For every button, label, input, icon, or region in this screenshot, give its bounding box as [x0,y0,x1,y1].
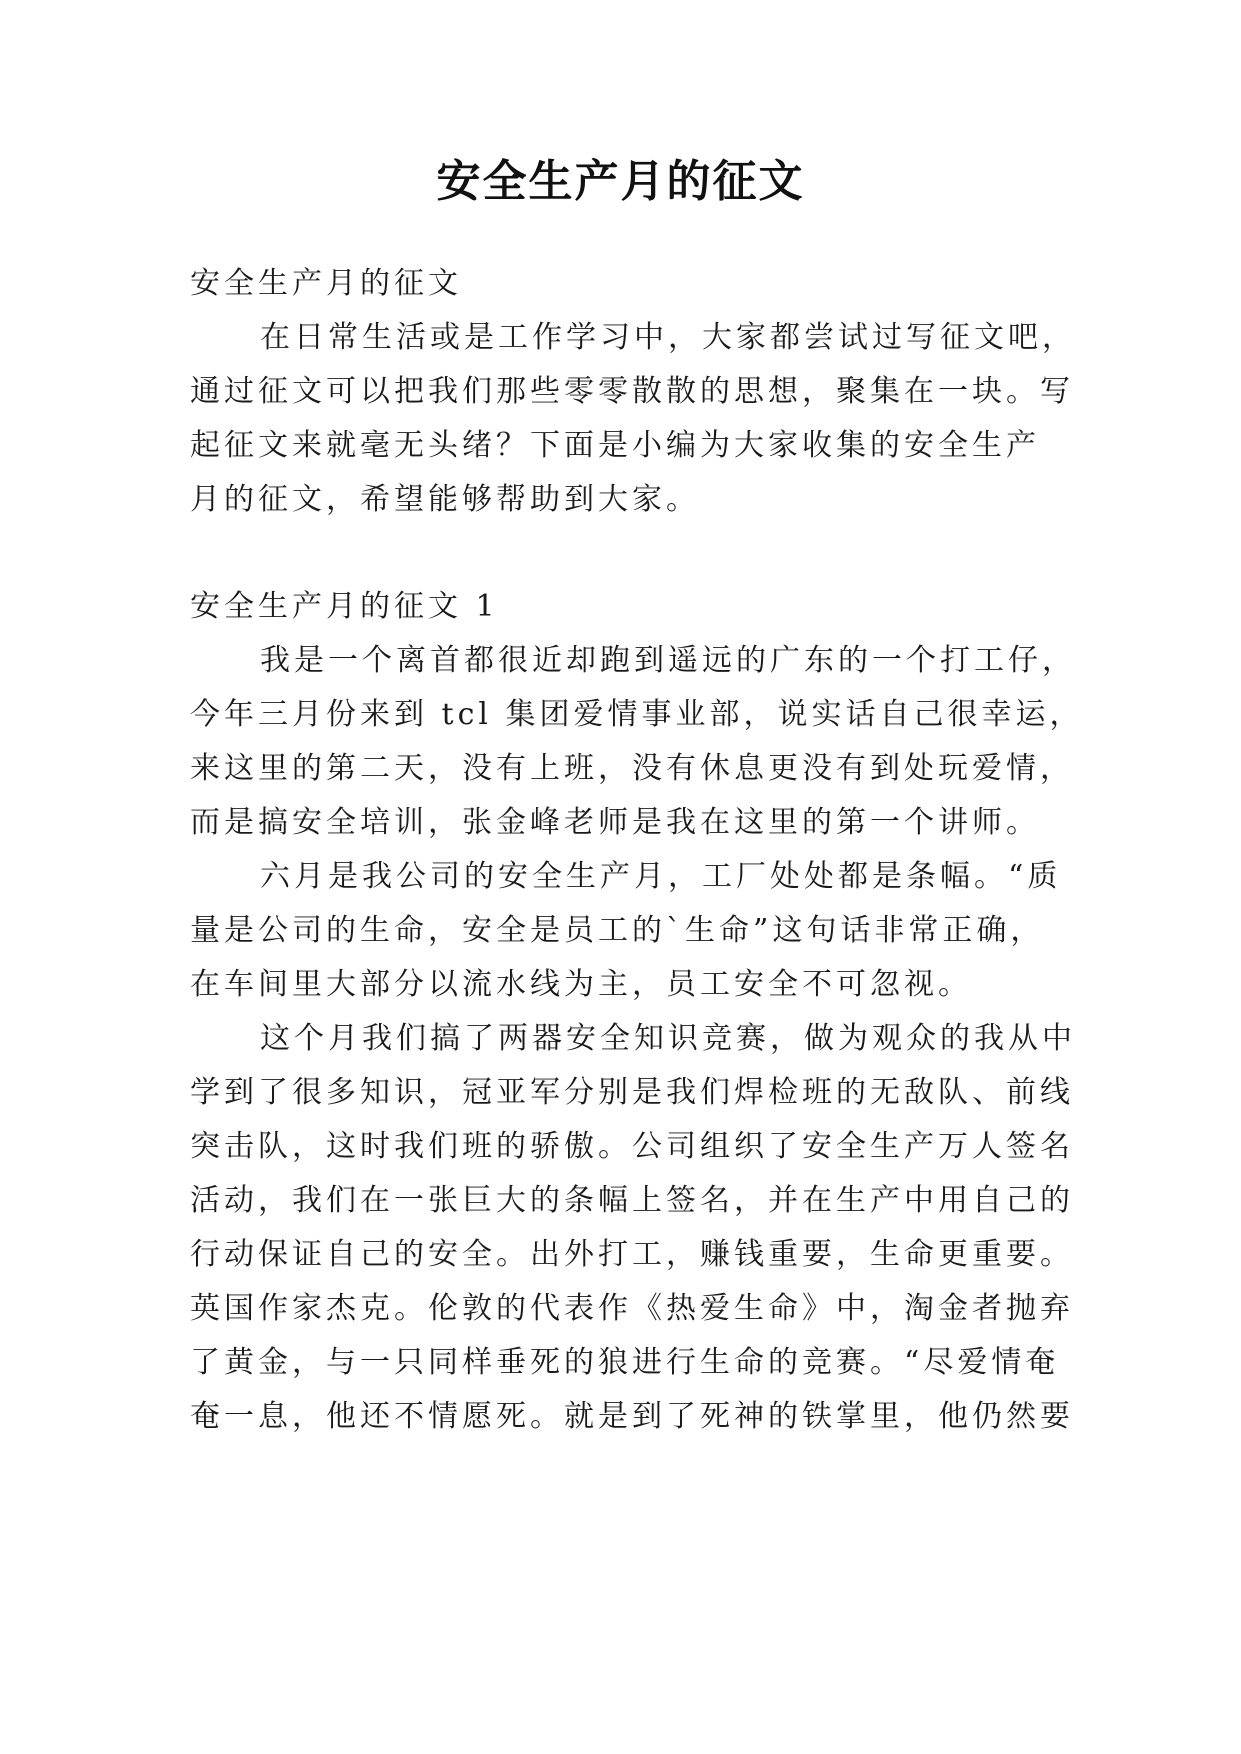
paragraph-line: 行动保证自己的安全。出外打工，赚钱重要，生命更重要。 [190,1237,1074,1272]
paragraph-line: 六月是我公司的安全生产月，工厂处处都是条幅。“质 [260,859,1062,894]
paragraph-line: 今年三月份来到 tcl 集团爱情事业部，说实话自己很幸运， [190,697,1084,732]
paragraph-line: 量是公司的生命，安全是员工的`生命”这句话非常正确， [190,913,1045,948]
paragraph-line: 了黄金，与一只同样垂死的狼进行生命的竞赛。“尽爱情奄 [190,1345,1060,1380]
paragraph-line: 在日常生活或是工作学习中，大家都尝试过写征文吧， [260,320,1076,355]
paragraph-line: 学到了很多知识，冠亚军分别是我们焊检班的无敌队、前线 [190,1075,1074,1110]
paragraph-line: 英国作家杰克。伦敦的代表作《热爱生命》中，淘金者抛弃 [190,1291,1074,1326]
paragraph-line: 月的征文，希望能够帮助到大家。 [190,482,700,517]
paragraph-line: 通过征文可以把我们那些零零散散的思想，聚集在一块。写 [190,374,1074,409]
section-heading: 安全生产月的征文 1 [190,589,499,624]
paragraph-line: 这个月我们搞了两器安全知识竞赛，做为观众的我从中 [260,1021,1076,1056]
paragraph-line: 我是一个离首都很近却跑到遥远的广东的一个打工仔， [260,643,1076,678]
paragraph-line: 起征文来就毫无头绪？下面是小编为大家收集的安全生产 [190,428,1040,463]
paragraph-line: 而是搞安全培训，张金峰老师是我在这里的第一个讲师。 [190,805,1040,840]
document-title: 安全生产月的征文 [436,156,805,207]
paragraph-line: 奄一息，他还不情愿死。就是到了死神的铁掌里，他仍然要 [190,1399,1074,1434]
paragraph-line: 来这里的第二天，没有上班，没有休息更没有到处玩爱情， [190,751,1074,786]
paragraph-line: 在车间里大部分以流水线为主，员工安全不可忽视。 [190,967,972,1002]
section-heading: 安全生产月的征文 [190,266,462,301]
paragraph-line: 突击队，这时我们班的骄傲。公司组织了安全生产万人签名 [190,1129,1074,1164]
paragraph-line: 活动，我们在一张巨大的条幅上签名，并在生产中用自己的 [190,1183,1074,1218]
